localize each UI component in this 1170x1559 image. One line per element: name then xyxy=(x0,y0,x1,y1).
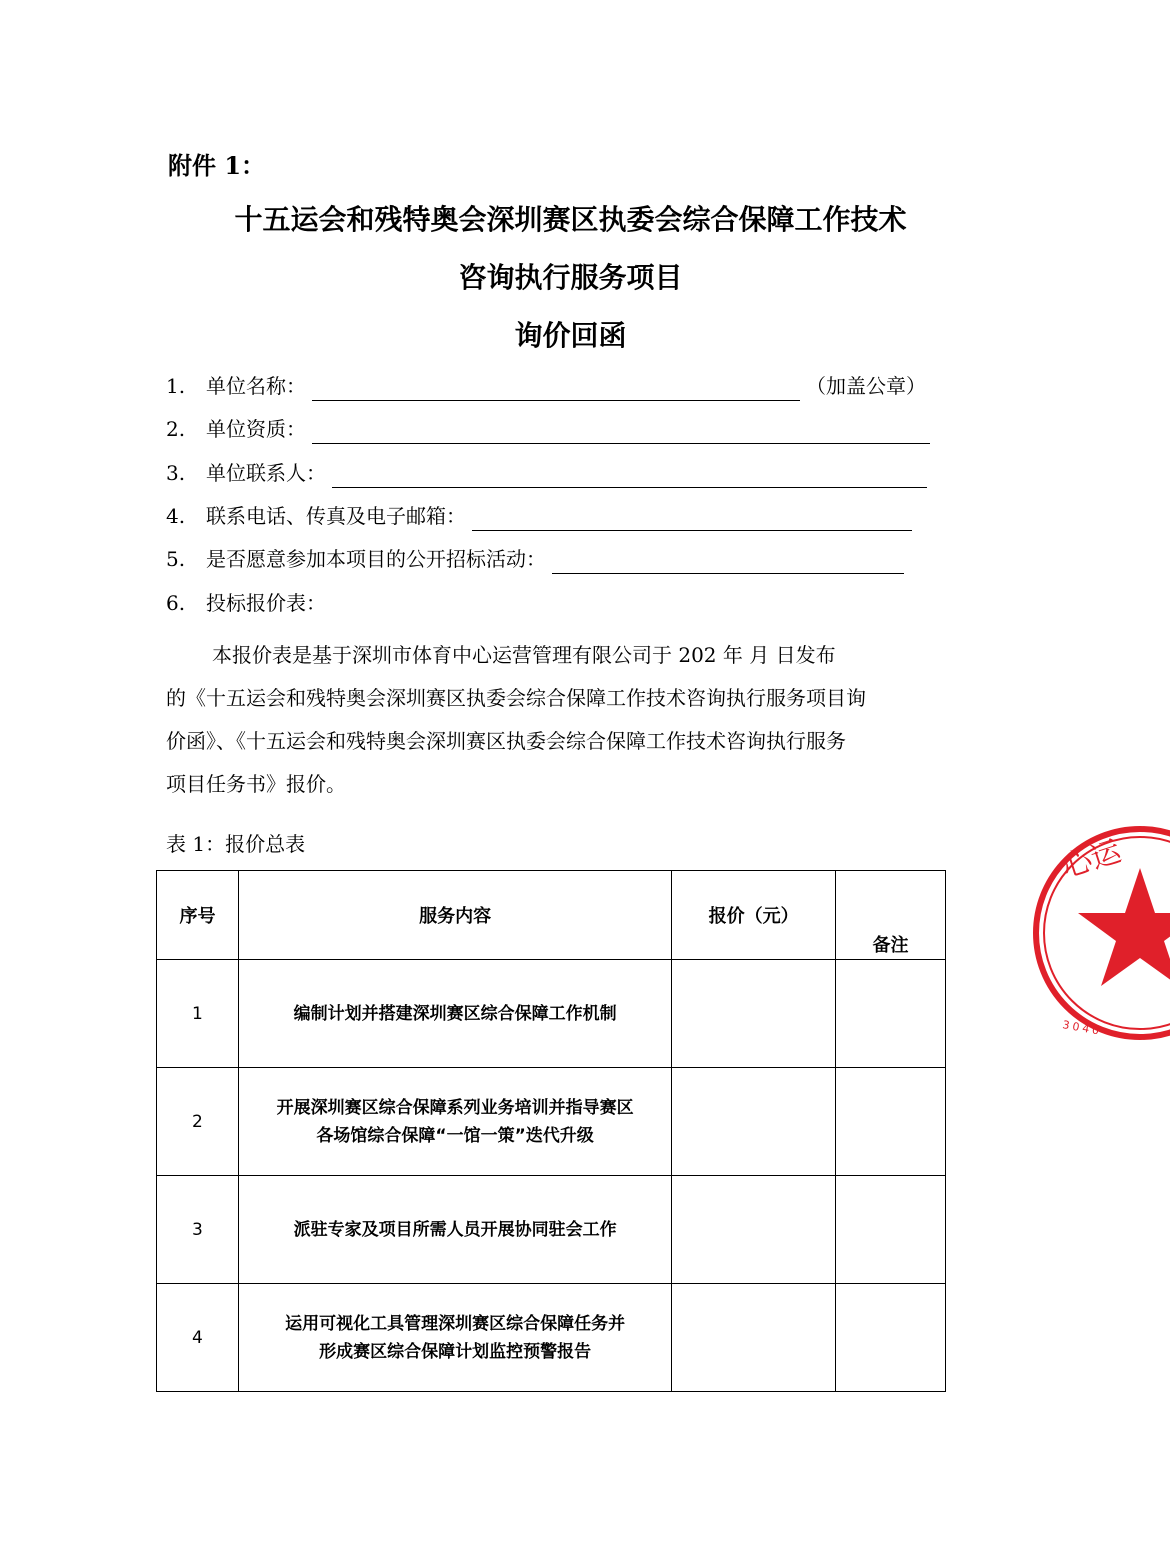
document-subtitle: 询价回函 xyxy=(514,319,627,352)
document-title-line1: 十五运会和残特奥会深圳赛区执委会综合保障工作技术 xyxy=(234,203,907,236)
paragraph-line: 价函》、《十五运会和残特奥会深圳赛区执委会综合保障工作技术咨询执行服务 xyxy=(166,729,846,753)
content-line: 各场馆综合保障“一馆一策”迭代升级 xyxy=(316,1125,594,1146)
fill-in-line[interactable] xyxy=(312,380,800,401)
content-line: 形成赛区综合保障计划监控预警报告 xyxy=(319,1341,592,1362)
cell-price[interactable] xyxy=(672,1068,836,1176)
cell-price[interactable] xyxy=(672,960,836,1068)
field-contact-info xyxy=(166,501,912,531)
quote-table xyxy=(156,870,946,1392)
content-line: 运用可视化工具管理深圳赛区综合保障任务并 xyxy=(285,1313,626,1334)
field-number: 3. xyxy=(166,461,186,485)
content-line: 派驻专家及项目所需人员开展协同驻会工作 xyxy=(293,1219,617,1240)
cell-note[interactable] xyxy=(836,1068,946,1176)
seal-star-icon xyxy=(1078,868,1170,986)
table-row xyxy=(157,1176,946,1284)
content-line: 编制计划并搭建深圳赛区综合保障工作机制 xyxy=(293,1003,617,1024)
seal-note: （加盖公章） xyxy=(806,374,926,398)
field-join-tender xyxy=(166,544,904,574)
paragraph-line: 本报价表是基于深圳市体育中心运营管理有限公司于 202 年 月 日发布 xyxy=(212,643,836,667)
fill-in-line[interactable] xyxy=(312,423,930,444)
cell-content xyxy=(238,1068,671,1176)
header-seq: 序号 xyxy=(157,871,239,960)
table-row xyxy=(157,960,946,1068)
cell-note[interactable] xyxy=(836,1176,946,1284)
document-title-line2: 咨询执行服务项目 xyxy=(458,261,683,294)
paragraph-line: 的《十五运会和残特奥会深圳赛区执委会综合保障工作技术咨询执行服务项目询 xyxy=(166,686,866,710)
attachment-label: 附件 1： xyxy=(168,151,266,180)
field-number: 2. xyxy=(166,417,186,441)
fill-in-line[interactable] xyxy=(552,553,904,574)
field-number: 4. xyxy=(166,504,186,528)
field-number: 1. xyxy=(166,374,186,398)
field-unit-contact xyxy=(166,458,927,488)
cell-content xyxy=(238,960,671,1068)
cell-price[interactable] xyxy=(672,1176,836,1284)
cell-content xyxy=(238,1284,671,1392)
field-label: 单位资质： xyxy=(206,417,306,441)
field-unit-qualification xyxy=(166,414,930,444)
cell-seq: 3 xyxy=(157,1176,239,1284)
field-unit-name xyxy=(166,371,926,401)
cell-note[interactable] xyxy=(836,1284,946,1392)
cell-seq: 2 xyxy=(157,1068,239,1176)
header-price: 报价（元） xyxy=(672,871,836,960)
cell-content xyxy=(238,1176,671,1284)
quote-description xyxy=(166,634,936,806)
field-bid-quote xyxy=(166,588,326,618)
cell-note[interactable] xyxy=(836,960,946,1068)
cell-seq: 1 xyxy=(157,960,239,1068)
field-label: 是否愿意参加本项目的公开招标活动： xyxy=(206,547,546,571)
table-caption: 表 1：报价总表 xyxy=(166,832,306,856)
header-content: 服务内容 xyxy=(238,871,671,960)
table-row xyxy=(157,1068,946,1176)
field-label: 投标报价表： xyxy=(206,591,326,615)
table-header-row xyxy=(157,871,946,960)
fill-in-line[interactable] xyxy=(332,467,927,488)
cell-price[interactable] xyxy=(672,1284,836,1392)
field-number: 6. xyxy=(166,591,186,615)
fill-in-line[interactable] xyxy=(472,510,912,531)
content-line: 开展深圳赛区综合保障系列业务培训并指导赛区 xyxy=(276,1097,634,1118)
field-label: 单位名称： xyxy=(206,374,306,398)
field-label: 单位联系人： xyxy=(206,461,326,485)
header-note: 备注 xyxy=(836,871,946,960)
company-seal-icon xyxy=(1030,810,1170,1050)
table-row xyxy=(157,1284,946,1392)
seal-text-top: 心运 xyxy=(1057,833,1126,886)
field-number: 5. xyxy=(166,547,186,571)
paragraph-line: 项目任务书》报价。 xyxy=(166,772,346,796)
cell-seq: 4 xyxy=(157,1284,239,1392)
seal-text-bottom: 3040 xyxy=(1061,1018,1104,1038)
field-label: 联系电话、传真及电子邮箱： xyxy=(206,504,466,528)
